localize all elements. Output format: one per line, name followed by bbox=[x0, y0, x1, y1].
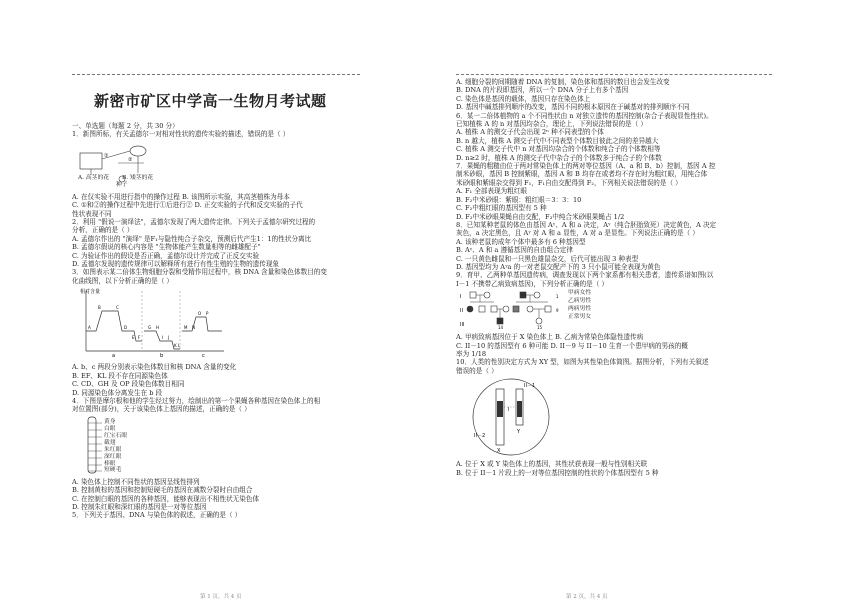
caption-b: B. 矮茎的花 bbox=[122, 174, 154, 181]
q5-option-c: C. 染色体是基因的载体，基因只存在染色体上 bbox=[456, 94, 591, 103]
gene-label-7: 棒眼 bbox=[104, 460, 116, 467]
q9-option-d-cont: 率为 1/18 bbox=[456, 349, 487, 358]
fig3-letter-m: M bbox=[184, 325, 188, 331]
q7-option-d: D. F₂中米砂眼果蝇自由交配，F₃中纯合米砂眼果蝇占 1/2 bbox=[456, 212, 625, 221]
q6-option-d: D. n≥2 时，植株 A 的测交子代中杂合子的个体数多于纯合子的个体数 bbox=[456, 153, 662, 162]
q1-option-ab: A. 在仅实验不用进行指中的操作过程 B. 该图所示实验，其高茎植株为母本 bbox=[72, 192, 290, 201]
q10-stem: 10．人类的性别决定方式为 XY 型，如图为其性染色体简图。据图分析，下列有关叙述 bbox=[456, 358, 709, 367]
q7-stem-cont2: 米砂眼和紫眼杂交得到 F₁，F₁自由交配得到 F₂，下列相关说法错误的是（ ） bbox=[456, 178, 682, 187]
ped-num-1: 1 bbox=[556, 294, 559, 300]
q4-option-d: D. 控制朱红眼和深红眼的基因是一对等位基因 bbox=[72, 502, 207, 511]
gen-i: I bbox=[460, 294, 462, 301]
q8-option-c: C. 一只黄色雌鼠和一只黑色雄鼠杂交，后代可能出现 3 种表型 bbox=[456, 254, 639, 263]
q4-option-a: A. 染色体上控制不同性状的基因呈线性排列 bbox=[72, 477, 200, 486]
fig3-letter-j: J bbox=[168, 335, 170, 341]
q1-figure bbox=[78, 141, 360, 189]
fig3-letter-f: F bbox=[138, 335, 141, 341]
fig3-letter-p: P bbox=[206, 311, 209, 317]
label-ii-1: II－1 bbox=[524, 383, 536, 390]
exam-title: 新密市矿区中学高一生物月考试题 bbox=[94, 92, 327, 110]
q5-option-a: A. 细胞分裂的间期随着 DNA 的复制，染色体和基因的数目也会发生改变 bbox=[456, 78, 670, 86]
fig3-letter-c: C bbox=[116, 305, 119, 311]
fig3-ylabel: 相对含量 bbox=[80, 289, 101, 296]
q1-option-cd: C. ①和②的操作过程中先进行①后进行② D. 正交实验的子代和反交实验的子代 bbox=[72, 201, 303, 210]
q1-option-d-cont: 性状表现不同 bbox=[72, 209, 112, 218]
footer-left: 第 1 页，共 4 页 bbox=[200, 594, 242, 600]
q7-option-c: C. F₂中粗红眼的基因型有 5 种 bbox=[456, 204, 547, 213]
fig3-letter-h: H bbox=[156, 325, 160, 331]
q9-stem: 9．育甲、乙两种单基因遗传病，调查发现以下两个家系都有相关患者，遗传系谱如图(以 bbox=[456, 271, 714, 280]
label-y: Y bbox=[517, 429, 521, 436]
q4-option-b: B. 控制黄棕的基因和控制短硬毛的基因在减数分裂时自由组合 bbox=[72, 486, 253, 495]
q4-stem: 4．下图是摩尔根和他的学生经过努力，绘制出的第一个果蝇各种基因在染色体上的相 bbox=[72, 396, 321, 405]
seed-label: 种子 bbox=[116, 181, 128, 188]
fig3-letter-e: E bbox=[132, 335, 135, 341]
q10-option-a: A. 位于 X 或 Y 染色体上的基因，其性状获表现一般与性别相关联 bbox=[456, 460, 648, 469]
label-i: I bbox=[508, 407, 510, 414]
q2-option-d: D. 孟德尔发现的遗传规律可以解释所有进行有性生殖的生物的遗传现象 bbox=[72, 260, 280, 269]
q2-option-b: B. 孟德尔假说的核心内容是 "生物体能产生数量相等的雌雄配子" bbox=[72, 243, 261, 252]
q4-figure bbox=[82, 416, 360, 474]
q5-option-d: D. 基因中碱基排列顺序的改变，基因不同的根本原因在于碱基对的排列顺序不同 bbox=[456, 103, 690, 112]
q6-stem-cont: 已知植株 A 的 n 对基因均杂合，理论上，下列说法错误的是（ ） bbox=[456, 120, 647, 129]
q9-option-ab: A. 甲病致病基因位于 X 染色体上 B. 乙病为常染色体隐性遗传病 bbox=[456, 333, 644, 342]
right-page bbox=[456, 78, 772, 586]
fig3-tick-c: c bbox=[202, 353, 205, 360]
q3-stem: 3．如图表示某二倍体生物细胞分裂和受精作用过程中，核 DNA 含量和染色体数目的变 bbox=[72, 268, 327, 277]
q8-option-d: D. 基因型均为 Aᵞa 的一对老鼠交配产下的 3 只小鼠可能全表现为黄色 bbox=[456, 262, 661, 271]
q1-stem: 1．新图所标，有关孟德尔一对相对性状的遗传实验的描述，错误的是（ ） bbox=[72, 130, 290, 139]
top-rule-left bbox=[72, 74, 360, 75]
legend-4: 正常男女 bbox=[568, 314, 592, 321]
q7-option-a: A. F₁ 全部表现为粗红眼 bbox=[456, 187, 528, 196]
mark-2: ② bbox=[128, 156, 133, 163]
q8-stem: 8．已知某种老鼠的体色由基因 Aᵞ、A 和 a 决定，Aᵞ（纯合胚胎致死）决定黄色，A 决定 bbox=[456, 220, 717, 229]
q9-pedigree bbox=[460, 290, 772, 330]
fig3-tick-a: a bbox=[112, 353, 116, 360]
fig3-letter-n: N bbox=[192, 325, 195, 331]
fig3-letter-l: L bbox=[178, 343, 181, 349]
q10-option-b: B. 位于 II－1 片段上的一对等位基因控制的性状的个体基因型有 5 种 bbox=[456, 468, 659, 477]
gene-label-4: 截翅 bbox=[104, 439, 116, 446]
top-rule-right bbox=[456, 74, 772, 75]
gene-label-6: 深红眼 bbox=[104, 453, 122, 460]
fig3-letter-i: I bbox=[162, 335, 164, 341]
legend-1: 甲病女性 bbox=[568, 290, 592, 297]
label-ii-2: II－2 bbox=[474, 433, 486, 440]
gene-label-1: 黄身 bbox=[104, 418, 116, 425]
fig3-letter-o: O bbox=[198, 311, 202, 317]
q6-option-c: C. 植株 A 测交子代中 n 对基因均杂合的个体数和纯合子的个体数相等 bbox=[456, 145, 661, 154]
ped-num-14: 14 bbox=[498, 325, 504, 331]
q3-option-a: A. b、c 两段分别表示染色体数目和核 DNA 含量的变化 bbox=[72, 363, 237, 372]
ped-num-9: 9 bbox=[556, 308, 559, 314]
q3-option-c: C. CD、GH 及 OP 段染色体数目相同 bbox=[72, 380, 185, 389]
fig3-letter-k: K bbox=[174, 343, 177, 349]
fig3-tick-b: b bbox=[160, 353, 164, 360]
section-heading: 一、单选题（每题 2 分，共 30 分） bbox=[72, 122, 179, 130]
q7-stem: 7．果蝇的粗糙由位于两对常染色体上的两对等位基因（A、a 和 B、b）控制，基因 A 控 bbox=[456, 162, 716, 171]
caption-a: A. 高茎的花 bbox=[78, 174, 110, 181]
gen-ii: II bbox=[460, 308, 463, 315]
sex-chromosome-diagram bbox=[466, 377, 556, 457]
fig3-letter-g: G bbox=[148, 325, 152, 331]
footer-right: 第 2 页，共 4 页 bbox=[566, 594, 608, 600]
gene-label-2: 白眼 bbox=[104, 425, 116, 432]
q4-stem-cont: 对位置图(部分)，关于该染色体上基因的描述，正确的是（ ） bbox=[72, 405, 251, 414]
q9-stem-cont: I－1 不携带乙病致病基因)，下列分析正确的是（ ） bbox=[456, 279, 609, 288]
q2-stem-cont: 分析，正确的是（ ） bbox=[72, 226, 134, 235]
q5-option-b: B. DNA 的片段即基因，所以一个 DNA 分子上有多个基因 bbox=[456, 86, 629, 95]
left-page bbox=[72, 78, 360, 586]
gen-iii: III bbox=[460, 322, 465, 329]
q3-option-d: D. 同源染色体分离发生在 b 段 bbox=[72, 388, 163, 397]
q7-stem-cont: 制米砂眼，基因 B 控制紫眼，基因 A 和 B 均存在或者均不存在时为粗红眼，用纯合体 bbox=[456, 170, 708, 179]
q6-stem: 6．某一二倍体植物的 a 个不同性状由 n 对独立遗传的基因控制(杂合子表现显性性状)。 bbox=[456, 111, 713, 120]
q5-stem: 5．下列关于基因、DNA 与染色体的叙述，正确的是（ ） bbox=[72, 511, 242, 520]
gene-label-5: 朱红眼 bbox=[104, 446, 122, 453]
gene-label-8: 短硬毛 bbox=[104, 466, 122, 473]
q7-option-b: B. F₂中米砂眼：紫眼：粗红眼＝3：3：10 bbox=[456, 195, 582, 204]
legend-3: 两病男性 bbox=[568, 306, 592, 313]
chromosome-gene-map bbox=[82, 416, 102, 474]
fig3-letter-b: B bbox=[98, 305, 101, 311]
fig3-letter-a: A bbox=[88, 325, 91, 331]
q10-figure bbox=[466, 377, 772, 457]
q8-stem-cont: 灰色，a 决定黑色，且 Aᵞ 对 A 和 a 显性，A 对 a 是显性。下列说法正确的是（ ） bbox=[456, 229, 699, 238]
q4-option-c: C. 在控制白眼的基因的各种基因，能够表现出不相性状无染色体 bbox=[72, 494, 260, 503]
q8-option-a: A. 该种老鼠的成年个体中最多有 6 种基因型 bbox=[456, 237, 586, 246]
q8-option-b: B. Aᵞ、A 和 a 遵循基因的自由组合定律 bbox=[456, 246, 573, 255]
label-x: X bbox=[497, 448, 501, 455]
legend-2: 乙病男性 bbox=[568, 298, 592, 305]
dna-chromosome-curve bbox=[78, 287, 228, 359]
q6-option-a: A. 植株 A 的测交子代会出现 2ⁿ 种不同表型的个体 bbox=[456, 128, 604, 137]
q9-option-cd: C. II－10 的基因型有 6 种可能 D. II－9 与 II－10 生育一个患甲病的男孩的概 bbox=[456, 341, 688, 350]
mark-1: ① bbox=[104, 152, 109, 159]
q10-stem-cont: 错误的是（ ） bbox=[456, 366, 498, 375]
ped-num-15: 15 bbox=[537, 325, 543, 331]
q2-stem: 2．利用 "假说一演绎法"，孟德尔发现了两大遗传定律。下列关于孟德尔研究过程的 bbox=[72, 218, 316, 227]
q3-option-b: B. EF、KL 段不存在同源染色体 bbox=[72, 371, 168, 380]
gene-label-3: 红宝石眼 bbox=[104, 432, 128, 439]
q3-stem-cont: 化曲线图，以下分析正确的是（ ） bbox=[72, 276, 174, 285]
q2-option-a: A. 孟德尔作出的 "演绎" 是F₁与隐性纯合子杂交，预测后代产生1：1的性状分离比 bbox=[72, 234, 312, 243]
q6-option-b: B. n 越大，植株 A 测交子代中不同表型个体数目彼此之间的差异越大 bbox=[456, 136, 659, 145]
q3-figure bbox=[78, 287, 360, 359]
fig3-letter-d: D bbox=[124, 325, 128, 331]
q2-option-c: C. 为验证作出的假设是否正确，孟德尔设计并完成了正反交实验 bbox=[72, 251, 260, 260]
